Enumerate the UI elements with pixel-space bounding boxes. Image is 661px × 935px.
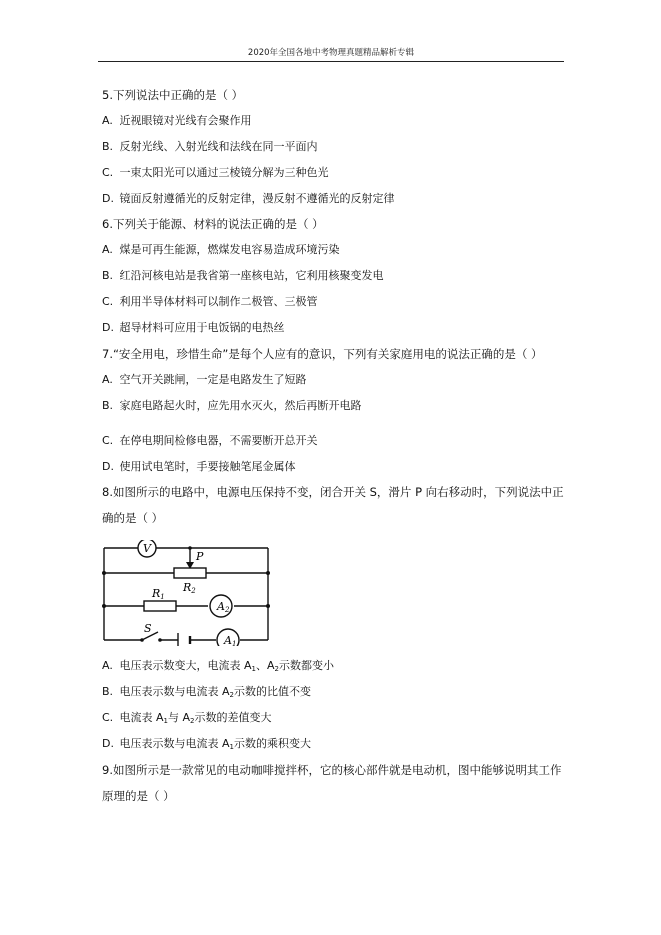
question-6-option-c — [102, 294, 318, 310]
question-7-stem: 7.“安全用电，珍惜生命”是每个人应有的意识，下列有关家庭用电的说法正确的是（ ） — [102, 347, 543, 361]
option-letter: A. — [102, 373, 113, 386]
resistor-r1-symbol — [144, 601, 176, 611]
junction-dot — [266, 571, 270, 575]
r1-label: R1 — [152, 587, 165, 601]
question-9-stem-line-1: 9.如图所示是一款常见的电动咖啡搅拌杯，它的核心部件就是电动机，图中能够说明其工作 — [102, 763, 562, 777]
option-text: 电压表示数变大，电流表 A — [119, 659, 252, 672]
option-text: 近视眼镜对光线有会聚作用 — [119, 114, 252, 127]
option-text: 示数的比值不变 — [234, 685, 311, 698]
option-text: 电压表示数与电流表 A — [119, 737, 230, 750]
option-text: 在停电期间检修电器，不需要断开总开关 — [119, 434, 318, 447]
option-letter: D. — [102, 737, 114, 750]
option-letter: A. — [102, 114, 113, 127]
subscript: 1 — [251, 665, 256, 673]
option-letter: C. — [102, 711, 114, 724]
option-letter: B. — [102, 399, 114, 412]
subscript: 2 — [229, 691, 234, 699]
junction-dot — [102, 604, 106, 608]
question-8-option-d — [102, 736, 311, 755]
subscript: 1 — [229, 743, 234, 751]
r2-label: R2 — [183, 581, 196, 595]
option-text: 电压表示数与电流表 A — [119, 685, 230, 698]
question-5-option-a — [102, 113, 252, 129]
question-8-option-c — [102, 710, 272, 729]
question-6-option-d — [102, 320, 285, 336]
option-text: 使用试电笔时，手要接触笔尾金属体 — [119, 460, 296, 473]
option-text: 红沿河核电站是我省第一座核电站，它利用核聚变发电 — [119, 269, 384, 282]
option-text: 煤是可再生能源，燃煤发电容易造成环境污染 — [119, 243, 340, 256]
voltmeter-label: V — [143, 542, 151, 555]
option-letter: B. — [102, 269, 114, 282]
question-8-stem-line-1: 8.如图所示的电路中，电源电压保持不变，闭合开关 S，滑片 P 向右移动时，下列说法中正 — [102, 485, 564, 499]
option-letter: D. — [102, 321, 114, 334]
option-letter: C. — [102, 295, 114, 308]
option-letter: B. — [102, 685, 114, 698]
option-text: 镜面反射遵循光的反射定律，漫反射不遵循光的反射定律 — [119, 192, 395, 205]
question-6-option-a — [102, 242, 340, 258]
subscript: 2 — [274, 665, 279, 673]
switch-pivot-dot — [140, 638, 144, 642]
option-letter: D. — [102, 192, 114, 205]
question-7-option-a — [102, 372, 307, 388]
junction-dot — [102, 571, 106, 575]
option-text: 一束太阳光可以通过三棱镜分解为三种色光 — [119, 166, 329, 179]
a1-label: A1 — [224, 634, 237, 646]
question-6-option-b — [102, 268, 384, 284]
option-letter: C. — [102, 434, 114, 447]
option-text: 电流表 A — [119, 711, 164, 724]
question-5-option-c — [102, 165, 329, 181]
question-8-stem-line-2: 确的是（ ） — [102, 511, 164, 525]
question-5-option-b — [102, 139, 318, 155]
subscript: 1 — [163, 717, 168, 725]
a2-label: A2 — [217, 600, 230, 614]
option-text: 家庭电路起火时，应先用水灭火，然后再断开电路 — [119, 399, 362, 412]
page-header: 2020年全国各地中考物理真题精品解析专辑 — [98, 44, 564, 62]
option-text: 、A — [256, 659, 275, 672]
option-text: 示数的差值变大 — [194, 711, 272, 724]
option-text: 利用半导体材料可以制作二极管、三极管 — [119, 295, 318, 308]
junction-dot — [188, 546, 192, 550]
circuit-svg — [100, 540, 272, 646]
junction-dot — [266, 604, 270, 608]
question-5-option-d — [102, 191, 395, 207]
option-text: 示数的乘积变大 — [234, 737, 311, 750]
slider-label: P — [196, 550, 204, 563]
question-7-option-c — [102, 433, 318, 449]
option-letter: A. — [102, 243, 113, 256]
question-7-option-b — [102, 398, 362, 414]
option-text: 示数都变小 — [279, 659, 334, 672]
rheostat-r2-symbol — [174, 568, 206, 578]
circuit-diagram — [100, 540, 272, 646]
option-letter: A. — [102, 659, 113, 672]
option-letter: D. — [102, 460, 114, 473]
question-8-option-b — [102, 684, 311, 703]
option-text: 反射光线、入射光线和法线在同一平面内 — [119, 140, 318, 153]
option-text: 超导材料可应用于电饭锅的电热丝 — [119, 321, 285, 334]
option-text: 与 A — [168, 711, 191, 724]
question-5-stem: 5.下列说法中正确的是（ ） — [102, 88, 244, 102]
question-7-option-d — [102, 459, 296, 475]
subscript: 2 — [190, 717, 195, 725]
question-9-stem-line-2: 原理的是（ ） — [102, 789, 175, 803]
option-letter: B. — [102, 140, 114, 153]
option-letter: C. — [102, 166, 114, 179]
question-6-stem: 6.下列关于能源、材料的说法正确的是（ ） — [102, 217, 324, 231]
question-8-option-a — [102, 658, 334, 677]
switch-label: S — [144, 622, 152, 635]
option-text: 空气开关跳闸，一定是电路发生了短路 — [119, 373, 307, 386]
switch-contact-dot — [158, 638, 162, 642]
